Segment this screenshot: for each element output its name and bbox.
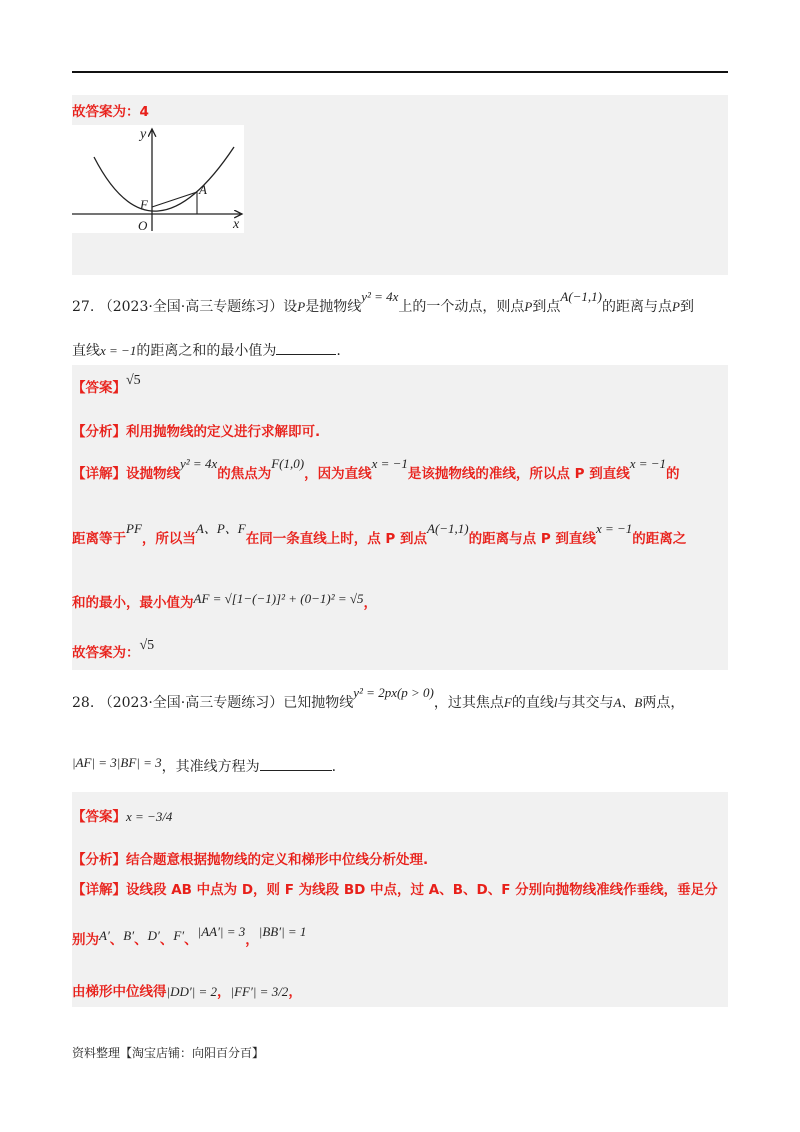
separator: 、 bbox=[159, 932, 174, 948]
separator: ， bbox=[217, 984, 231, 1000]
formula: D′ bbox=[147, 928, 160, 943]
formula: F(1,0) bbox=[271, 456, 305, 471]
q27-text4: 到点 bbox=[532, 299, 561, 315]
separator: ， bbox=[288, 984, 302, 1000]
segment-fa bbox=[152, 192, 197, 207]
answer-tag: 【答案】 bbox=[72, 380, 126, 396]
answer-value: x = −3/4 bbox=[126, 809, 173, 824]
sol28-analysis-line bbox=[72, 848, 428, 868]
separator: 、 bbox=[184, 932, 198, 948]
origin-label: O bbox=[138, 218, 148, 233]
detail-tag: 【详解】 bbox=[72, 466, 126, 482]
question-27-line2 bbox=[72, 340, 341, 360]
question-28-line2 bbox=[72, 756, 336, 776]
formula-af-bf: |AF| = 3|BF| = 3 bbox=[72, 755, 162, 770]
sol27-analysis-line bbox=[72, 420, 320, 440]
final-value: √5 bbox=[139, 638, 155, 653]
formula: x = −1 bbox=[371, 456, 408, 471]
detail-text: 的焦点为 bbox=[217, 466, 272, 482]
q28-text4: 与其交与 bbox=[557, 695, 614, 711]
question-source: （2023·全国·高三专题练习） bbox=[98, 695, 284, 711]
answer-26-line bbox=[72, 100, 149, 120]
analysis-text: 利用抛物线的定义进行求解即可. bbox=[126, 424, 321, 440]
y-label: y bbox=[140, 127, 147, 142]
formula: A(−1,1) bbox=[427, 521, 469, 536]
detail-tag: 【详解】 bbox=[72, 882, 126, 898]
analysis-text: 结合题意根据抛物线的定义和梯形中位线分析处理. bbox=[126, 852, 429, 868]
formula: |FF′| = 3/2 bbox=[230, 984, 289, 999]
var-p: P bbox=[297, 299, 306, 314]
detail-text: 由梯形中位线得 bbox=[72, 984, 167, 1000]
var-p3: P bbox=[672, 299, 680, 314]
formula-parabola: y² = 2px(p > 0) bbox=[353, 685, 434, 700]
sol28-detail-line3 bbox=[72, 980, 302, 1000]
q28-text3: 的直线 bbox=[511, 695, 554, 711]
detail-text: ，因为直线 bbox=[304, 466, 372, 482]
q28-l2-text: ，其准线方程为 bbox=[161, 759, 260, 775]
formula: |DD′| = 2 bbox=[166, 984, 218, 999]
footer-note: 资料整理【淘宝店铺：向阳百分百】 bbox=[72, 1046, 265, 1060]
formula-af: AF = √[1−(−1)]² + (0−1)² = √5 bbox=[193, 591, 364, 606]
separator: ， bbox=[245, 932, 259, 948]
answer-prefix: 故答案为： bbox=[72, 104, 140, 120]
var-ab: A、B bbox=[613, 695, 643, 710]
question-28-line1 bbox=[72, 685, 685, 712]
answer-tag: 【答案】 bbox=[72, 809, 126, 825]
var-p2: P bbox=[524, 299, 533, 314]
sol27-detail-line3 bbox=[72, 591, 377, 611]
formula: F′ bbox=[173, 928, 185, 943]
answer-blank bbox=[276, 354, 336, 355]
formula: x = −1 bbox=[629, 456, 667, 471]
detail-text: 别为 bbox=[72, 932, 99, 948]
line-equation: x = −1 bbox=[100, 343, 137, 358]
sol27-answer-line bbox=[72, 373, 141, 397]
q28-text1: 已知抛物线 bbox=[283, 695, 354, 711]
detail-text: 的距离与点 P 到直线 bbox=[468, 531, 596, 547]
q28-l2-end: . bbox=[331, 759, 337, 775]
detail-text: 和的最小，最小值为 bbox=[72, 595, 194, 611]
sol27-final-line bbox=[72, 638, 155, 662]
q27-text5: 的距离与点 bbox=[602, 299, 672, 315]
question-source: （2023·全国·高三专题练习） bbox=[98, 299, 284, 315]
separator: 、 bbox=[134, 932, 148, 948]
formula: B′ bbox=[123, 928, 135, 943]
formula: |BB′| = 1 bbox=[258, 924, 307, 939]
detail-text: 的距离之 bbox=[632, 531, 687, 547]
q27-text3: 上的一个动点，则点 bbox=[398, 299, 525, 315]
analysis-tag: 【分析】 bbox=[72, 424, 126, 440]
formula: |AA′| = 3 bbox=[197, 924, 246, 939]
separator: 、 bbox=[109, 932, 124, 948]
final-prefix: 故答案为： bbox=[72, 645, 140, 661]
sol27-detail-line1 bbox=[72, 456, 680, 482]
question-27-line1 bbox=[72, 289, 694, 316]
q27-text6: 到 bbox=[679, 299, 694, 315]
question-number: 27. bbox=[72, 299, 95, 315]
detail-text: 距离等于 bbox=[72, 531, 126, 547]
solution-27-block bbox=[72, 365, 728, 670]
q27-line2-a: 直线 bbox=[72, 343, 100, 359]
var-f: F bbox=[503, 695, 512, 710]
sol27-detail-line2 bbox=[72, 521, 687, 547]
x-label: x bbox=[233, 217, 240, 232]
formula: PF bbox=[126, 521, 142, 536]
detail-text: ， bbox=[363, 595, 378, 611]
parabola-graph bbox=[72, 125, 244, 233]
parabola-curve bbox=[94, 147, 234, 211]
detail-text: 在同一条直线上时，点 P 到点 bbox=[245, 531, 428, 547]
formula: x = −1 bbox=[595, 521, 633, 536]
detail-text: ，所以当 bbox=[141, 531, 196, 547]
sol28-detail-line1 bbox=[72, 878, 718, 898]
q27-line2-end: . bbox=[336, 343, 341, 359]
detail-text: 是该抛物线的准线，所以点 P 到直线 bbox=[407, 466, 630, 482]
analysis-tag: 【分析】 bbox=[72, 852, 126, 868]
point-a-label: A bbox=[199, 182, 207, 197]
question-number: 28. bbox=[72, 695, 95, 711]
q27-text2: 是抛物线 bbox=[305, 299, 362, 315]
var-l: l bbox=[553, 695, 558, 710]
q28-text5: 两点， bbox=[642, 695, 685, 711]
point-a: A(−1,1) bbox=[560, 289, 602, 304]
formula: A′ bbox=[99, 928, 110, 943]
answer-value: √5 bbox=[126, 373, 141, 388]
detail-text: 设线段 AB 中点为 D，则 F 为线段 BD 中点，过 A、B、D、F 分别向抛物线准线作垂线，垂足分 bbox=[126, 882, 718, 898]
q27-line2-b: 的距离之和的最小值为 bbox=[136, 343, 277, 359]
answer-blank bbox=[260, 770, 332, 771]
sol28-answer-line bbox=[72, 805, 172, 825]
formula: A、P、F bbox=[195, 521, 246, 536]
formula-parabola: y² = 4x bbox=[361, 289, 399, 304]
detail-text: 设抛物线 bbox=[126, 466, 180, 482]
q27-text1: 设 bbox=[283, 299, 298, 315]
detail-text: 的 bbox=[666, 466, 680, 482]
sol28-detail-line2 bbox=[72, 924, 307, 948]
formula: y² = 4x bbox=[180, 456, 218, 471]
q28-text2: ，过其焦点 bbox=[433, 695, 504, 711]
focus-label: F bbox=[140, 197, 148, 212]
parabola-svg bbox=[72, 125, 244, 233]
answer-value: 4 bbox=[139, 104, 149, 120]
header-rule bbox=[72, 71, 728, 73]
